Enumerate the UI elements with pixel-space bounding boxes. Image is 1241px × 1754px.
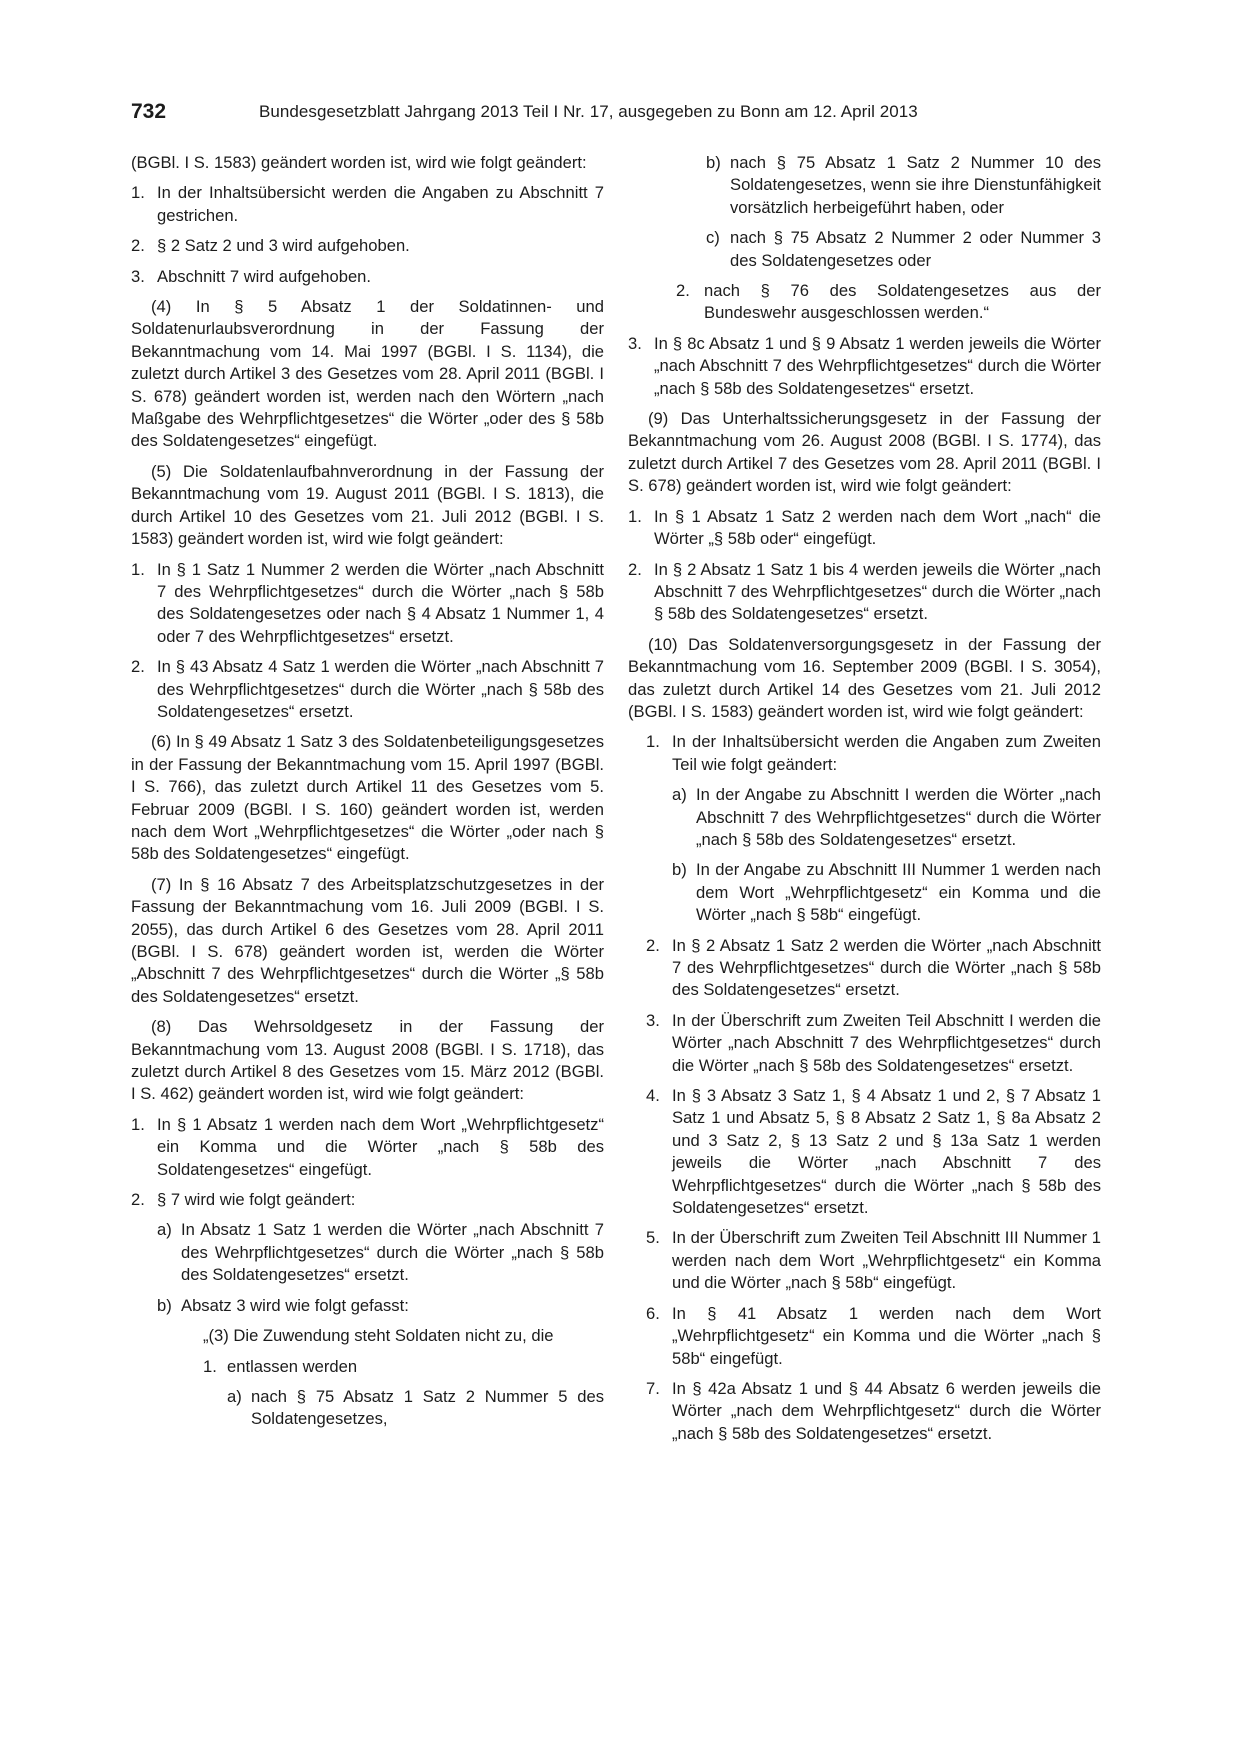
item-text: In § 1 Absatz 1 Satz 2 werden nach dem Wort „nach“ die Wörter „§ 58b oder“ eingefügt. xyxy=(654,506,1101,549)
list-item xyxy=(131,559,604,649)
item-number: 3. xyxy=(628,333,642,353)
item-letter: b) xyxy=(157,1295,172,1315)
sub-list-item xyxy=(131,1219,604,1286)
quoted-sub-list-item xyxy=(628,152,1101,219)
list-item xyxy=(131,656,604,723)
list-item xyxy=(628,1085,1101,1219)
list-item xyxy=(628,559,1101,626)
item-letter: c) xyxy=(706,228,720,248)
item-text: In der Inhaltsübersicht werden die Angaben zum Zweiten Teil wie folgt geändert: xyxy=(672,732,1101,774)
item-number: 6. xyxy=(646,1303,660,1323)
right-column xyxy=(628,152,1101,1453)
item-number: 1. xyxy=(628,506,642,526)
sub-list-item xyxy=(628,859,1101,926)
item-text: In der Inhaltsübersicht werden die Angaben zu Abschnitt 7 gestrichen. xyxy=(157,183,604,225)
item-number: 3. xyxy=(131,266,145,286)
item-text: In § 1 Absatz 1 werden nach dem Wort „Wehrpflichtgesetz“ ein Komma und die Wörter „nach § 58b des Soldatengesetzes“ eingefügt. xyxy=(157,1114,604,1179)
item-text: In § 1 Satz 1 Nummer 2 werden die Wörter „nach Abschnitt 7 des Wehrpflichtgesetzes“ durch die Wörter „nach § 58b des Soldatengesetzes oder nach § 4 Absatz 1 Nummer 1, 4 oder 7 des Wehrpflichtgesetzes“ ersetzt. xyxy=(157,559,604,646)
paragraph-7: (7) In § 16 Absatz 7 des Arbeitsplatzschutzgesetzes in der Fassung der Bekanntmachung vom 16. Juli 2009 (BGBl. I S. 2055), das durch Artikel 6 des Gesetzes vom 28. April 2011 (BGBl. I S. 678) geändert worden ist, werden die Wörter „Abschnitt 7 des Wehrpflichtgesetzes“ durch die Wörter „§ 58b des Soldatengesetzes“ ersetzt. xyxy=(131,874,604,1006)
quoted-list-item xyxy=(131,1356,604,1378)
paragraph-6: (6) In § 49 Absatz 1 Satz 3 des Soldatenbeteiligungsgesetzes in der Fassung der Bekanntmachung vom 15. April 1997 (BGBl. I S. 766), das zuletzt durch Artikel 11 des Gesetzes vom 5. Februar 2009 (BGBl. I S. 160) geändert worden ist, werden nach dem Wort „Wehrpflichtgesetzes“ die Wörter „oder nach § 58b des Soldatengesetzes“ eingefügt. xyxy=(131,732,604,864)
item-text: In § 41 Absatz 1 werden nach dem Wort „Wehrpflichtgesetz“ ein Komma und die Wörter „nach § 58b“ eingefügt. xyxy=(672,1303,1101,1368)
item-number: 2. xyxy=(131,657,145,677)
item-text: In § 2 Absatz 1 Satz 1 bis 4 werden jeweils die Wörter „nach Abschnitt 7 des Wehrpflichtgesetzes“ durch die Wörter „nach § 58b des Soldatengesetzes“ ersetzt. xyxy=(654,559,1101,624)
paragraph-9: (9) Das Unterhaltssicherungsgesetz in der Fassung der Bekanntmachung vom 26. August 2008 (BGBl. I S. 1774), das zuletzt durch Artikel 7 des Gesetzes vom 28. April 2011 (BGBl. I S. 678) geändert worden ist, wird wie folgt geändert: xyxy=(628,409,1101,496)
item-number: 1. xyxy=(131,183,145,203)
page-header xyxy=(0,100,1241,130)
item-text: In Absatz 1 Satz 1 werden die Wörter „nach Abschnitt 7 des Wehrpflichtgesetzes“ durch die Wörter „nach § 58b des Soldatengesetzes“ ersetzt. xyxy=(181,1220,604,1285)
sub-list-item xyxy=(131,1295,604,1317)
list-item xyxy=(628,1378,1101,1445)
list-item xyxy=(628,731,1101,776)
item-number: 1. xyxy=(203,1356,217,1376)
item-text: In § 43 Absatz 4 Satz 1 werden die Wörter „nach Abschnitt 7 des Wehrpflichtgesetzes“ durch die Wörter „nach § 58b des Soldatengesetzes“ ersetzt. xyxy=(157,657,604,721)
item-letter: a) xyxy=(157,1220,172,1240)
item-number: 1. xyxy=(131,1114,145,1134)
item-number: 2. xyxy=(628,559,642,579)
item-text: In der Angabe zu Abschnitt III Nummer 1 werden nach dem Wort „Wehrpflichtgesetz“ ein Komma und die Wörter „nach § 58b“ eingefügt. xyxy=(696,860,1101,925)
item-text: In § 8c Absatz 1 und § 9 Absatz 1 werden jeweils die Wörter „nach Abschnitt 7 des Wehrpflichtgesetzes“ durch die Wörter „nach § 58b des Soldatengesetzes“ ersetzt. xyxy=(654,333,1101,398)
page-number: 732 xyxy=(131,100,167,123)
quoted-sub-list-item xyxy=(628,227,1101,272)
item-text: Absatz 3 wird wie folgt gefasst: xyxy=(181,1295,409,1315)
item-text: nach § 75 Absatz 1 Satz 2 Nummer 10 des Soldatengesetzes, wenn sie ihre Dienstunfähigkeit vorsätzlich herbeigeführt haben, oder xyxy=(730,153,1101,217)
list-item xyxy=(131,1189,604,1211)
item-letter: b) xyxy=(706,153,721,172)
list-item xyxy=(131,1114,604,1181)
item-number: 3. xyxy=(646,1010,660,1030)
item-text: In § 3 Absatz 3 Satz 1, § 4 Absatz 1 und 2, § 7 Absatz 1 Satz 1 und Absatz 5, § 8 Absatz 2 Satz 1, § 8a Absatz 2 und 3 Satz 2, § 13 Satz 2 und § 13a Satz 1 werden jeweils die Wörter „nach Abschnitt 7 des Wehrpflichtgesetzes“ durch die Wörter „nach § 58b des Soldatengesetzes“ ersetzt. xyxy=(672,1086,1101,1218)
item-number: 2. xyxy=(131,1190,145,1210)
item-number: 7. xyxy=(646,1378,660,1398)
left-column xyxy=(131,152,604,1439)
item-number: 2. xyxy=(131,236,145,256)
list-item xyxy=(628,935,1101,1002)
item-text: In der Angabe zu Abschnitt I werden die Wörter „nach Abschnitt 7 des Wehrpflichtgesetzes“ durch die Wörter „nach § 58b des Soldatengesetzes“ ersetzt. xyxy=(696,785,1101,849)
paragraph-4: (4) In § 5 Absatz 1 der Soldatinnen- und Soldatenurlaubsverordnung in der Fassung der Bekanntmachung vom 14. Mai 1997 (BGBl. I S. 1134), die zuletzt durch Artikel 3 des Gesetzes vom 28. April 2011 (BGBl. I S. 678) geändert worden ist, werden nach den Wörtern „nach Maßgabe des Wehrpflichtgesetzes“ die Wörter „oder des § 58b des Soldatengesetzes“ eingefügt. xyxy=(131,297,604,451)
item-number: 5. xyxy=(646,1228,660,1248)
item-number: 1. xyxy=(131,559,145,579)
list-item xyxy=(628,1303,1101,1370)
item-text: entlassen werden xyxy=(227,1356,358,1376)
list-item xyxy=(131,182,604,227)
item-text: nach § 75 Absatz 2 Nummer 2 oder Nummer 3 des Soldatengesetzes oder xyxy=(730,228,1101,270)
item-text: § 7 wird wie folgt geändert: xyxy=(157,1190,356,1210)
paragraph-10: (10) Das Soldatenversorgungsgesetz in der Fassung der Bekanntmachung vom 16. September 2009 (BGBl. I S. 3054), das zuletzt durch Artikel 14 des Gesetzes vom 21. Juli 2012 (BGBl. I S. 1583) geändert worden ist, wird wie folgt geändert: xyxy=(628,634,1101,721)
paragraph-8: (8) Das Wehrsoldgesetz in der Fassung der Bekanntmachung vom 13. August 2008 (BGBl. I S. 1718), das zuletzt durch Artikel 8 des Gesetzes vom 15. März 2012 (BGBl. I S. 462) geändert worden ist, wird wie folgt geändert: xyxy=(131,1017,604,1104)
list-item xyxy=(131,235,604,257)
sub-list-item xyxy=(628,784,1101,851)
quoted-list-item xyxy=(628,280,1101,325)
item-number: 1. xyxy=(646,732,660,752)
item-text: In § 2 Absatz 1 Satz 2 werden die Wörter „nach Abschnitt 7 des Wehrpflichtgesetzes“ durch die Wörter „nach § 58b des Soldatengesetzes“ ersetzt. xyxy=(672,935,1101,1000)
list-item xyxy=(628,1010,1101,1077)
item-text: In § 42a Absatz 1 und § 44 Absatz 6 werden jeweils die Wörter „nach dem Wehrpflichtgesetz“ durch die Wörter „nach § 58b des Soldatengesetzes“ ersetzt. xyxy=(672,1378,1101,1443)
list-item xyxy=(628,1227,1101,1294)
item-text: nach § 75 Absatz 1 Satz 2 Nummer 5 des Soldatengesetzes, xyxy=(251,1386,604,1429)
item-text: § 2 Satz 2 und 3 wird aufgehoben. xyxy=(157,236,410,256)
item-letter: a) xyxy=(672,785,687,805)
running-header-title: Bundesgesetzblatt Jahrgang 2013 Teil I Nr. 17, ausgegeben zu Bonn am 12. April 2013 xyxy=(259,102,918,121)
item-text: In der Überschrift zum Zweiten Teil Abschnitt III Nummer 1 werden nach dem Wort „Wehrpflichtgesetz“ ein Komma und die Wörter „nach § 58b“ eingefügt. xyxy=(672,1228,1101,1293)
paragraph-5: (5) Die Soldatenlaufbahnverordnung in der Fassung der Bekanntmachung vom 19. August 2011 (BGBl. I S. 1813), die durch Artikel 10 des Gesetzes vom 21. Juli 2012 (BGBl. I S. 1583) geändert worden ist, wird wie folgt geändert: xyxy=(131,461,604,549)
list-item xyxy=(628,506,1101,551)
paragraph-intro: (BGBl. I S. 1583) geändert worden ist, wird wie folgt geändert: xyxy=(131,153,587,172)
list-item xyxy=(628,333,1101,400)
list-item xyxy=(131,266,604,288)
item-number: 2. xyxy=(646,935,660,955)
quoted-sub-list-item xyxy=(131,1386,604,1431)
item-letter: b) xyxy=(672,860,687,880)
item-number: 4. xyxy=(646,1086,660,1106)
item-letter: a) xyxy=(227,1386,242,1406)
item-text: nach § 76 des Soldatengesetzes aus der Bundeswehr ausgeschlossen werden.“ xyxy=(704,281,1101,323)
item-number: 2. xyxy=(676,281,690,301)
item-text: In der Überschrift zum Zweiten Teil Abschnitt I werden die Wörter „nach Abschnitt 7 des Wehrpflichtgesetzes“ durch die Wörter „nach § 58b des Soldatengesetzes“ ersetzt. xyxy=(672,1010,1101,1075)
quoted-amendment-intro: „(3) Die Zuwendung steht Soldaten nicht zu, die xyxy=(203,1326,554,1346)
item-text: Abschnitt 7 wird aufgehoben. xyxy=(157,266,372,286)
